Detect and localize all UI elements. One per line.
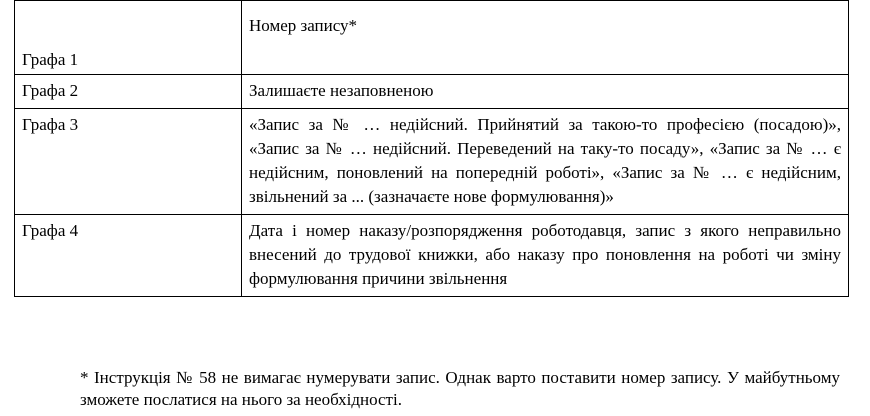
table-row [15, 215, 849, 297]
footnote: * Інструкція № 58 не вимагає нумерувати запис. Однак варто поставити номер запису. У майбутньому зможете послатися на нього за необхідності. [80, 368, 840, 409]
row-value: Номер запису* [242, 1, 849, 75]
table-row [15, 109, 849, 215]
row-label: Графа 4 [15, 215, 242, 297]
table-row [15, 1, 849, 75]
records-table [14, 0, 849, 297]
table-row [15, 75, 849, 109]
row-label: Графа 3 [15, 109, 242, 215]
row-value: «Запис за № … недійсний. Прийнятий за такою-то професією (посадою)», «Запис за № … недійсний. Переведений на таку-то посаду», «Запис за № … є недійсним, поновлений на попередній роботі», «Запис за № … є недійсним, звільнений за ... (зазначаєте нове формулювання)» [242, 109, 849, 215]
row-value: Залишаєте незаповненою [242, 75, 849, 109]
row-label: Графа 2 [15, 75, 242, 109]
row-value: Дата і номер наказу/розпорядження роботодавця, запис з якого неправильно внесений до трудової книжки, або наказу про поновлення на роботі чи зміну формулювання причини звільнення [242, 215, 849, 297]
row-label: Графа 1 [15, 1, 242, 75]
